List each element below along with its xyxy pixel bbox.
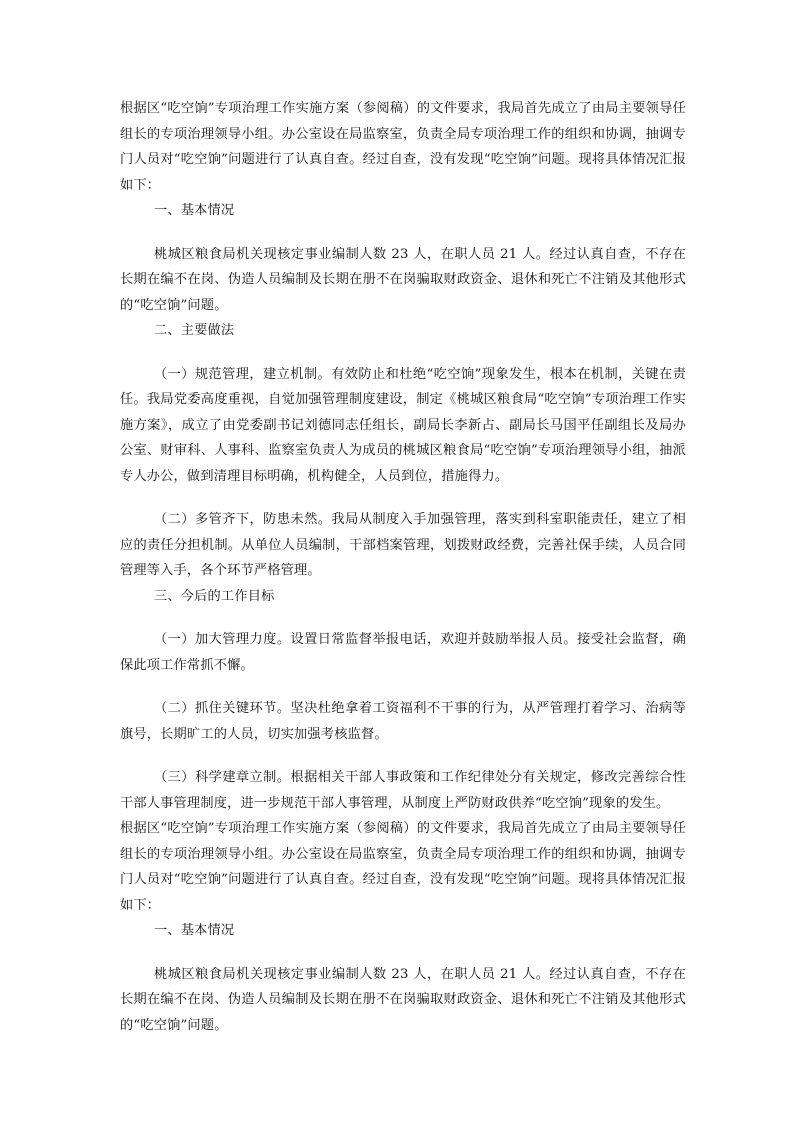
main-practice-paragraph-2: （二）多管齐下，防患未然。我局从制度入手加强管理，落实到科室职能责任，建立了相应的责任分担机制。从单位人员编制，干部档案管理，划拨财政经费，完善社保手续，人员合同管理等入手，各个环节严格管理。: [120, 512, 686, 578]
intro-paragraph-repeat: 根据区“吃空饷”专项治理工作实施方案（参阅稿）的文件要求，我局首先成立了由局主要领导任组长的专项治理领导小组。办公室设在局监察室，负责全局专项治理工作的组织和协调，抽调专门人员对“吃空饷”问题进行了认真自查。经过自查，没有发现“吃空饷”问题。现将具体情况汇报如下：: [120, 821, 686, 913]
section-heading-basic-repeat: 一、基本情况: [154, 923, 235, 938]
section-heading-main-practices: 二、主要做法: [154, 323, 235, 338]
basic-situation-paragraph-repeat: 桃城区粮食局机关现核定事业编制人数 23 人，在职人员 21 人。经过认真自查，不存在长期在编不在岗、伪造人员编制及长期在册不在岗骗取财政资金、退休和死亡不注销及其他形式的“吃空饷”问题。: [120, 966, 686, 1033]
document-body: [120, 96, 686, 1038]
basic-situation-paragraph: 桃城区粮食局机关现核定事业编制人数 23 人，在职人员 21 人。经过认真自查，不存在长期在编不在岗、伪造人员编制及长期在册不在岗骗取财政资金、退休和死亡不注销及其他形式的“吃空饷”问题。: [120, 246, 686, 313]
intro-paragraph: 根据区“吃空饷”专项治理工作实施方案（参阅稿）的文件要求，我局首先成立了由局主要领导任组长的专项治理领导小组。办公室设在局监察室，负责全局专项治理工作的组织和协调，抽调专门人员对“吃空饷”问题进行了认真自查。经过自查，没有发现“吃空饷”问题。现将具体情况汇报如下：: [120, 101, 686, 193]
future-goal-paragraph-3: （三）科学建章立制。根据相关干部人事政策和工作纪律处分有关规定，修改完善综合性干部人事管理制度，进一步规范干部人事管理，从制度上严防财政供养“吃空饷”现象的发生。: [120, 770, 686, 811]
main-practice-paragraph-1: （一）规范管理，建立机制。有效防止和杜绝“吃空饷”现象发生，根本在机制，关键在责任。我局党委高度重视，自觉加强管理制度建设，制定《桃城区粮食局“吃空饷”专项治理工作实施方案》，成立了由党委副书记刘德同志任组长，副局长李新占、副局长马国平任副组长及局办公室、财审科、人事科、监察室负责人为成员的桃城区粮食局“吃空饷”专项治理领导小组，抽派专人办公，做到清理目标明确，机构健全，人员到位，措施得力。: [120, 366, 686, 484]
section-heading-future-goals: 三、今后的工作目标: [154, 588, 275, 604]
section-heading-basic: 一、基本情况: [154, 203, 235, 218]
future-goal-paragraph-1: （一）加大管理力度。设置日常监督举报电话，欢迎并鼓励举报人员。接受社会监督，确保此项工作常抓不懈。: [120, 632, 686, 673]
future-goal-paragraph-2: （二）抓住关键环节。坚决杜绝拿着工资福利不干事的行为，从严管理打着学习、治病等旗号，长期旷工的人员，切实加强考核监督。: [120, 701, 686, 742]
